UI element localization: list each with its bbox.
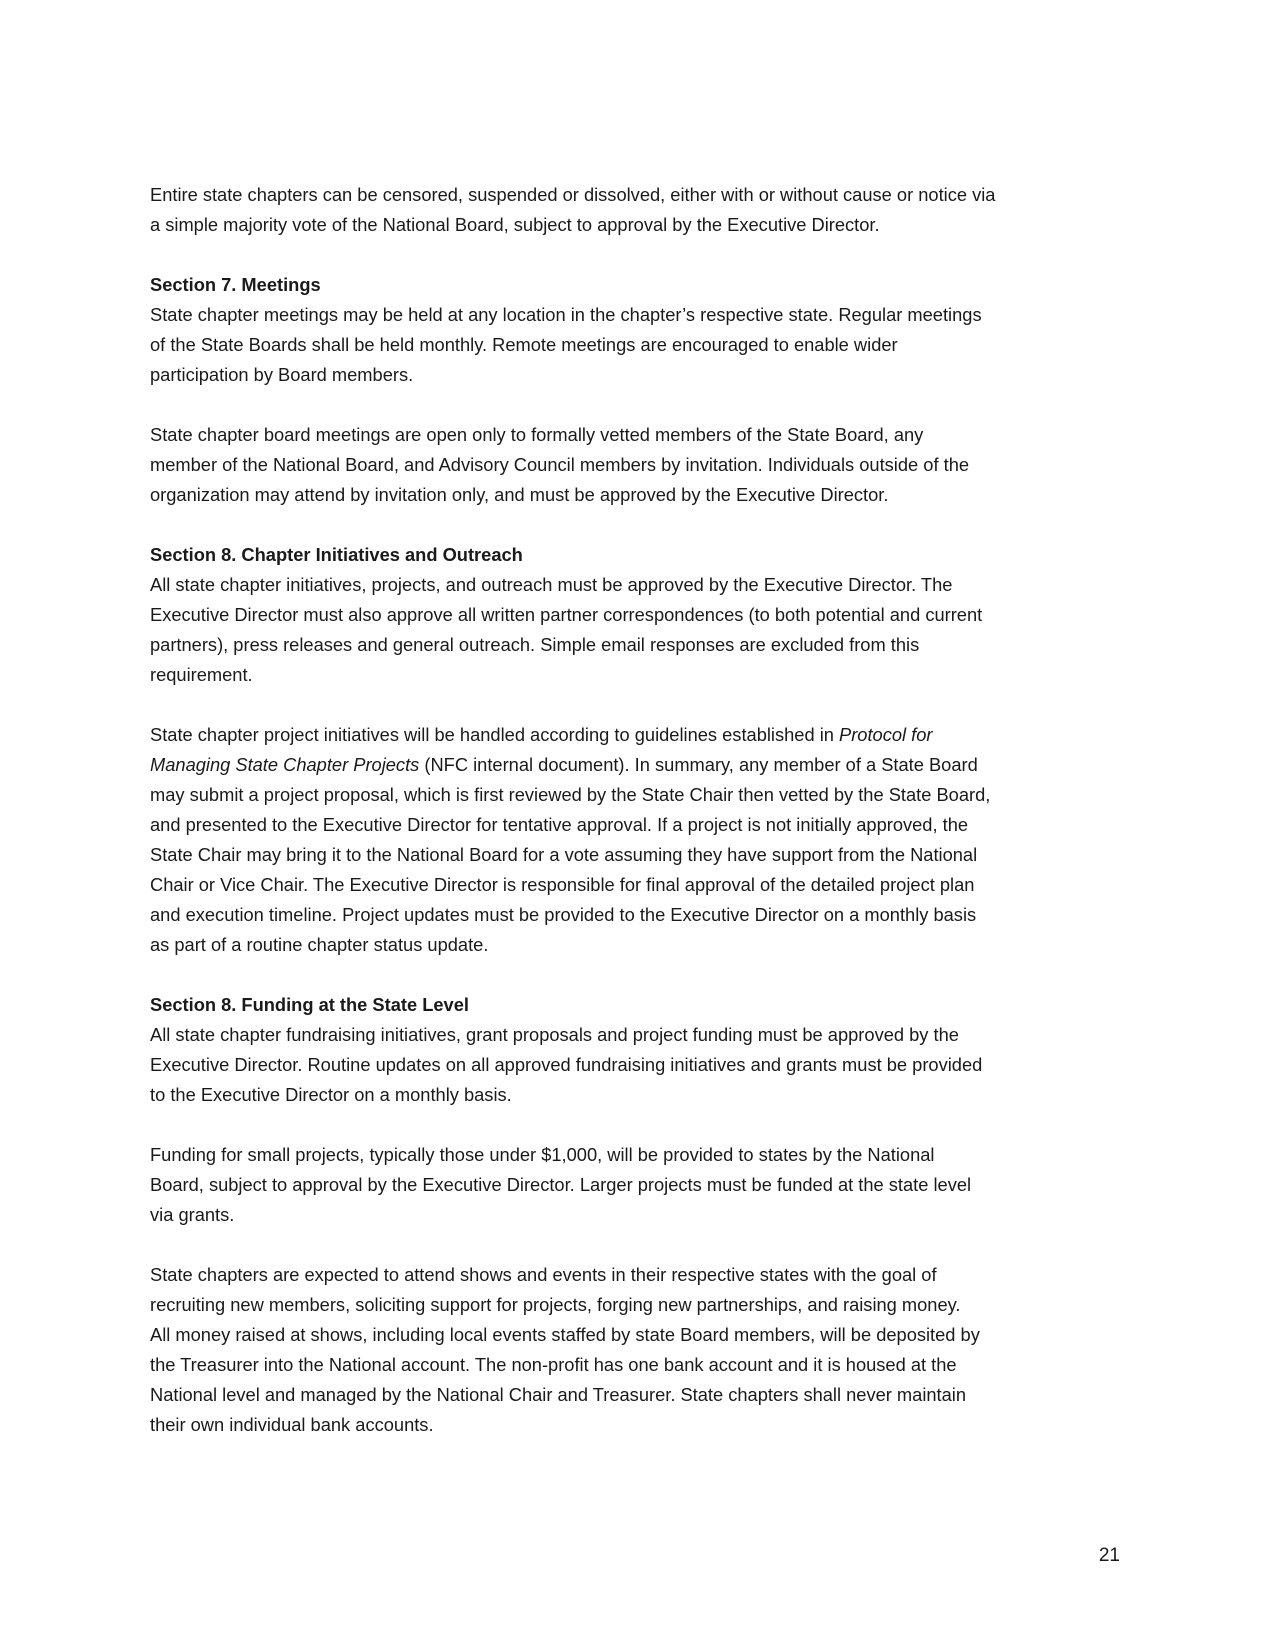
paragraph-spacer — [150, 1230, 1140, 1260]
paragraph-spacer — [150, 960, 1140, 990]
text-line — [150, 900, 1140, 930]
page-number: 21 — [1098, 1545, 1120, 1566]
text-line — [150, 1080, 1140, 1110]
text-line — [150, 600, 1140, 630]
text-line — [150, 1020, 1140, 1050]
text-line — [150, 1170, 1140, 1200]
text-segment: Entire state chapters can be censored, suspended or dissolved, either with or without cause or notice via — [150, 184, 996, 205]
text-line — [150, 1200, 1140, 1230]
paragraph — [150, 570, 1140, 690]
paragraph-spacer — [150, 390, 1140, 420]
text-segment: may submit a project proposal, which is first reviewed by the State Chair then vetted by the State Board, — [150, 784, 991, 805]
text-line — [150, 330, 1140, 360]
text-line — [150, 450, 1140, 480]
text-segment: All state chapter fundraising initiatives, grant proposals and project funding must be approved by the — [150, 1024, 959, 1045]
text-line — [150, 840, 1140, 870]
text-segment: Executive Director must also approve all written partner correspondences (to both potential and current — [150, 604, 983, 625]
paragraph-spacer — [150, 690, 1140, 720]
text-segment: State chapter board meetings are open only to formally vetted members of the State Board, any — [150, 424, 924, 445]
text-segment: recruiting new members, soliciting support for projects, forging new partnerships, and raising money. — [150, 1294, 961, 1315]
text-segment: requirement. — [150, 664, 253, 685]
document-title-reference: Protocol for — [839, 724, 933, 745]
text-line — [150, 1380, 1140, 1410]
text-segment: Board, subject to approval by the Executive Director. Larger projects must be funded at the state level — [150, 1174, 972, 1195]
text-segment: Executive Director. Routine updates on all approved fundraising initiatives and grants must be provided — [150, 1054, 983, 1075]
paragraph — [150, 1140, 1140, 1230]
text-segment: participation by Board members. — [150, 364, 414, 385]
text-line — [150, 1320, 1140, 1350]
text-segment: to the Executive Director on a monthly basis. — [150, 1084, 512, 1105]
text-segment: (NFC internal document). In summary, any member of a State Board — [419, 754, 978, 775]
text-line — [150, 780, 1140, 810]
section-heading: Section 7. Meetings — [150, 274, 321, 295]
paragraph-spacer — [150, 510, 1140, 540]
text-line — [150, 720, 1140, 750]
text-line — [150, 870, 1140, 900]
paragraph-spacer — [150, 1110, 1140, 1140]
text-line — [150, 210, 1140, 240]
text-segment: via grants. — [150, 1204, 235, 1225]
text-segment: State chapters are expected to attend shows and events in their respective states with the goal of — [150, 1264, 937, 1285]
text-line — [150, 1050, 1140, 1080]
text-segment: organization may attend by invitation only, and must be approved by the Executive Director. — [150, 484, 889, 505]
text-segment: a simple majority vote of the National Board, subject to approval by the Executive Director. — [150, 214, 880, 235]
text-line — [150, 810, 1140, 840]
document-title-reference: Managing State Chapter Projects — [150, 754, 420, 775]
paragraph-spacer — [150, 240, 1140, 270]
text-segment: All money raised at shows, including local events staffed by state Board members, will be deposited by — [150, 1324, 980, 1345]
text-line — [150, 480, 1140, 510]
text-line — [150, 660, 1140, 690]
section-heading: Section 8. Funding at the State Level — [150, 994, 469, 1015]
paragraph — [150, 420, 1140, 510]
text-segment: Chair or Vice Chair. The Executive Director is responsible for final approval of the detailed project plan — [150, 874, 975, 895]
text-segment: of the State Boards shall be held monthly. Remote meetings are encouraged to enable wider — [150, 334, 898, 355]
text-line — [150, 420, 1140, 450]
text-segment: State chapter project initiatives will be handled according to guidelines established in — [150, 724, 840, 745]
text-segment: Funding for small projects, typically those under $1,000, will be provided to states by the National — [150, 1144, 935, 1165]
paragraph — [150, 300, 1140, 390]
text-segment: member of the National Board, and Advisory Council members by invitation. Individuals outside of the — [150, 454, 970, 475]
text-segment: State Chair may bring it to the National Board for a vote assuming they have support from the National — [150, 844, 978, 865]
text-line — [150, 360, 1140, 390]
document-body — [150, 180, 1140, 1440]
text-line — [150, 180, 1140, 210]
text-segment: National level and managed by the National Chair and Treasurer. State chapters shall never maintain — [150, 1384, 967, 1405]
text-line — [150, 750, 1140, 780]
text-segment: the Treasurer into the National account. The non-profit has one bank account and it is housed at the — [150, 1354, 957, 1375]
text-line — [150, 570, 1140, 600]
paragraph — [150, 180, 1140, 240]
text-line — [150, 1290, 1140, 1320]
paragraph — [150, 720, 1140, 960]
text-segment: partners), press releases and general outreach. Simple email responses are excluded from this — [150, 634, 920, 655]
text-line — [150, 300, 1140, 330]
text-segment: and presented to the Executive Director for tentative approval. If a project is not initially approved, the — [150, 814, 969, 835]
text-segment: their own individual bank accounts. — [150, 1414, 434, 1435]
section-heading: Section 8. Chapter Initiatives and Outreach — [150, 544, 523, 565]
paragraph — [150, 1260, 1140, 1440]
text-line — [150, 630, 1140, 660]
text-line — [150, 1140, 1140, 1170]
text-line — [150, 1350, 1140, 1380]
text-segment: as part of a routine chapter status update. — [150, 934, 489, 955]
text-line — [150, 1410, 1140, 1440]
text-segment: All state chapter initiatives, projects, and outreach must be approved by the Executive Director. The — [150, 574, 953, 595]
text-segment: State chapter meetings may be held at any location in the chapter’s respective state. Regular meetings — [150, 304, 982, 325]
paragraph — [150, 1020, 1140, 1110]
text-line — [150, 1260, 1140, 1290]
text-line — [150, 930, 1140, 960]
text-segment: and execution timeline. Project updates must be provided to the Executive Director on a monthly basis — [150, 904, 977, 925]
